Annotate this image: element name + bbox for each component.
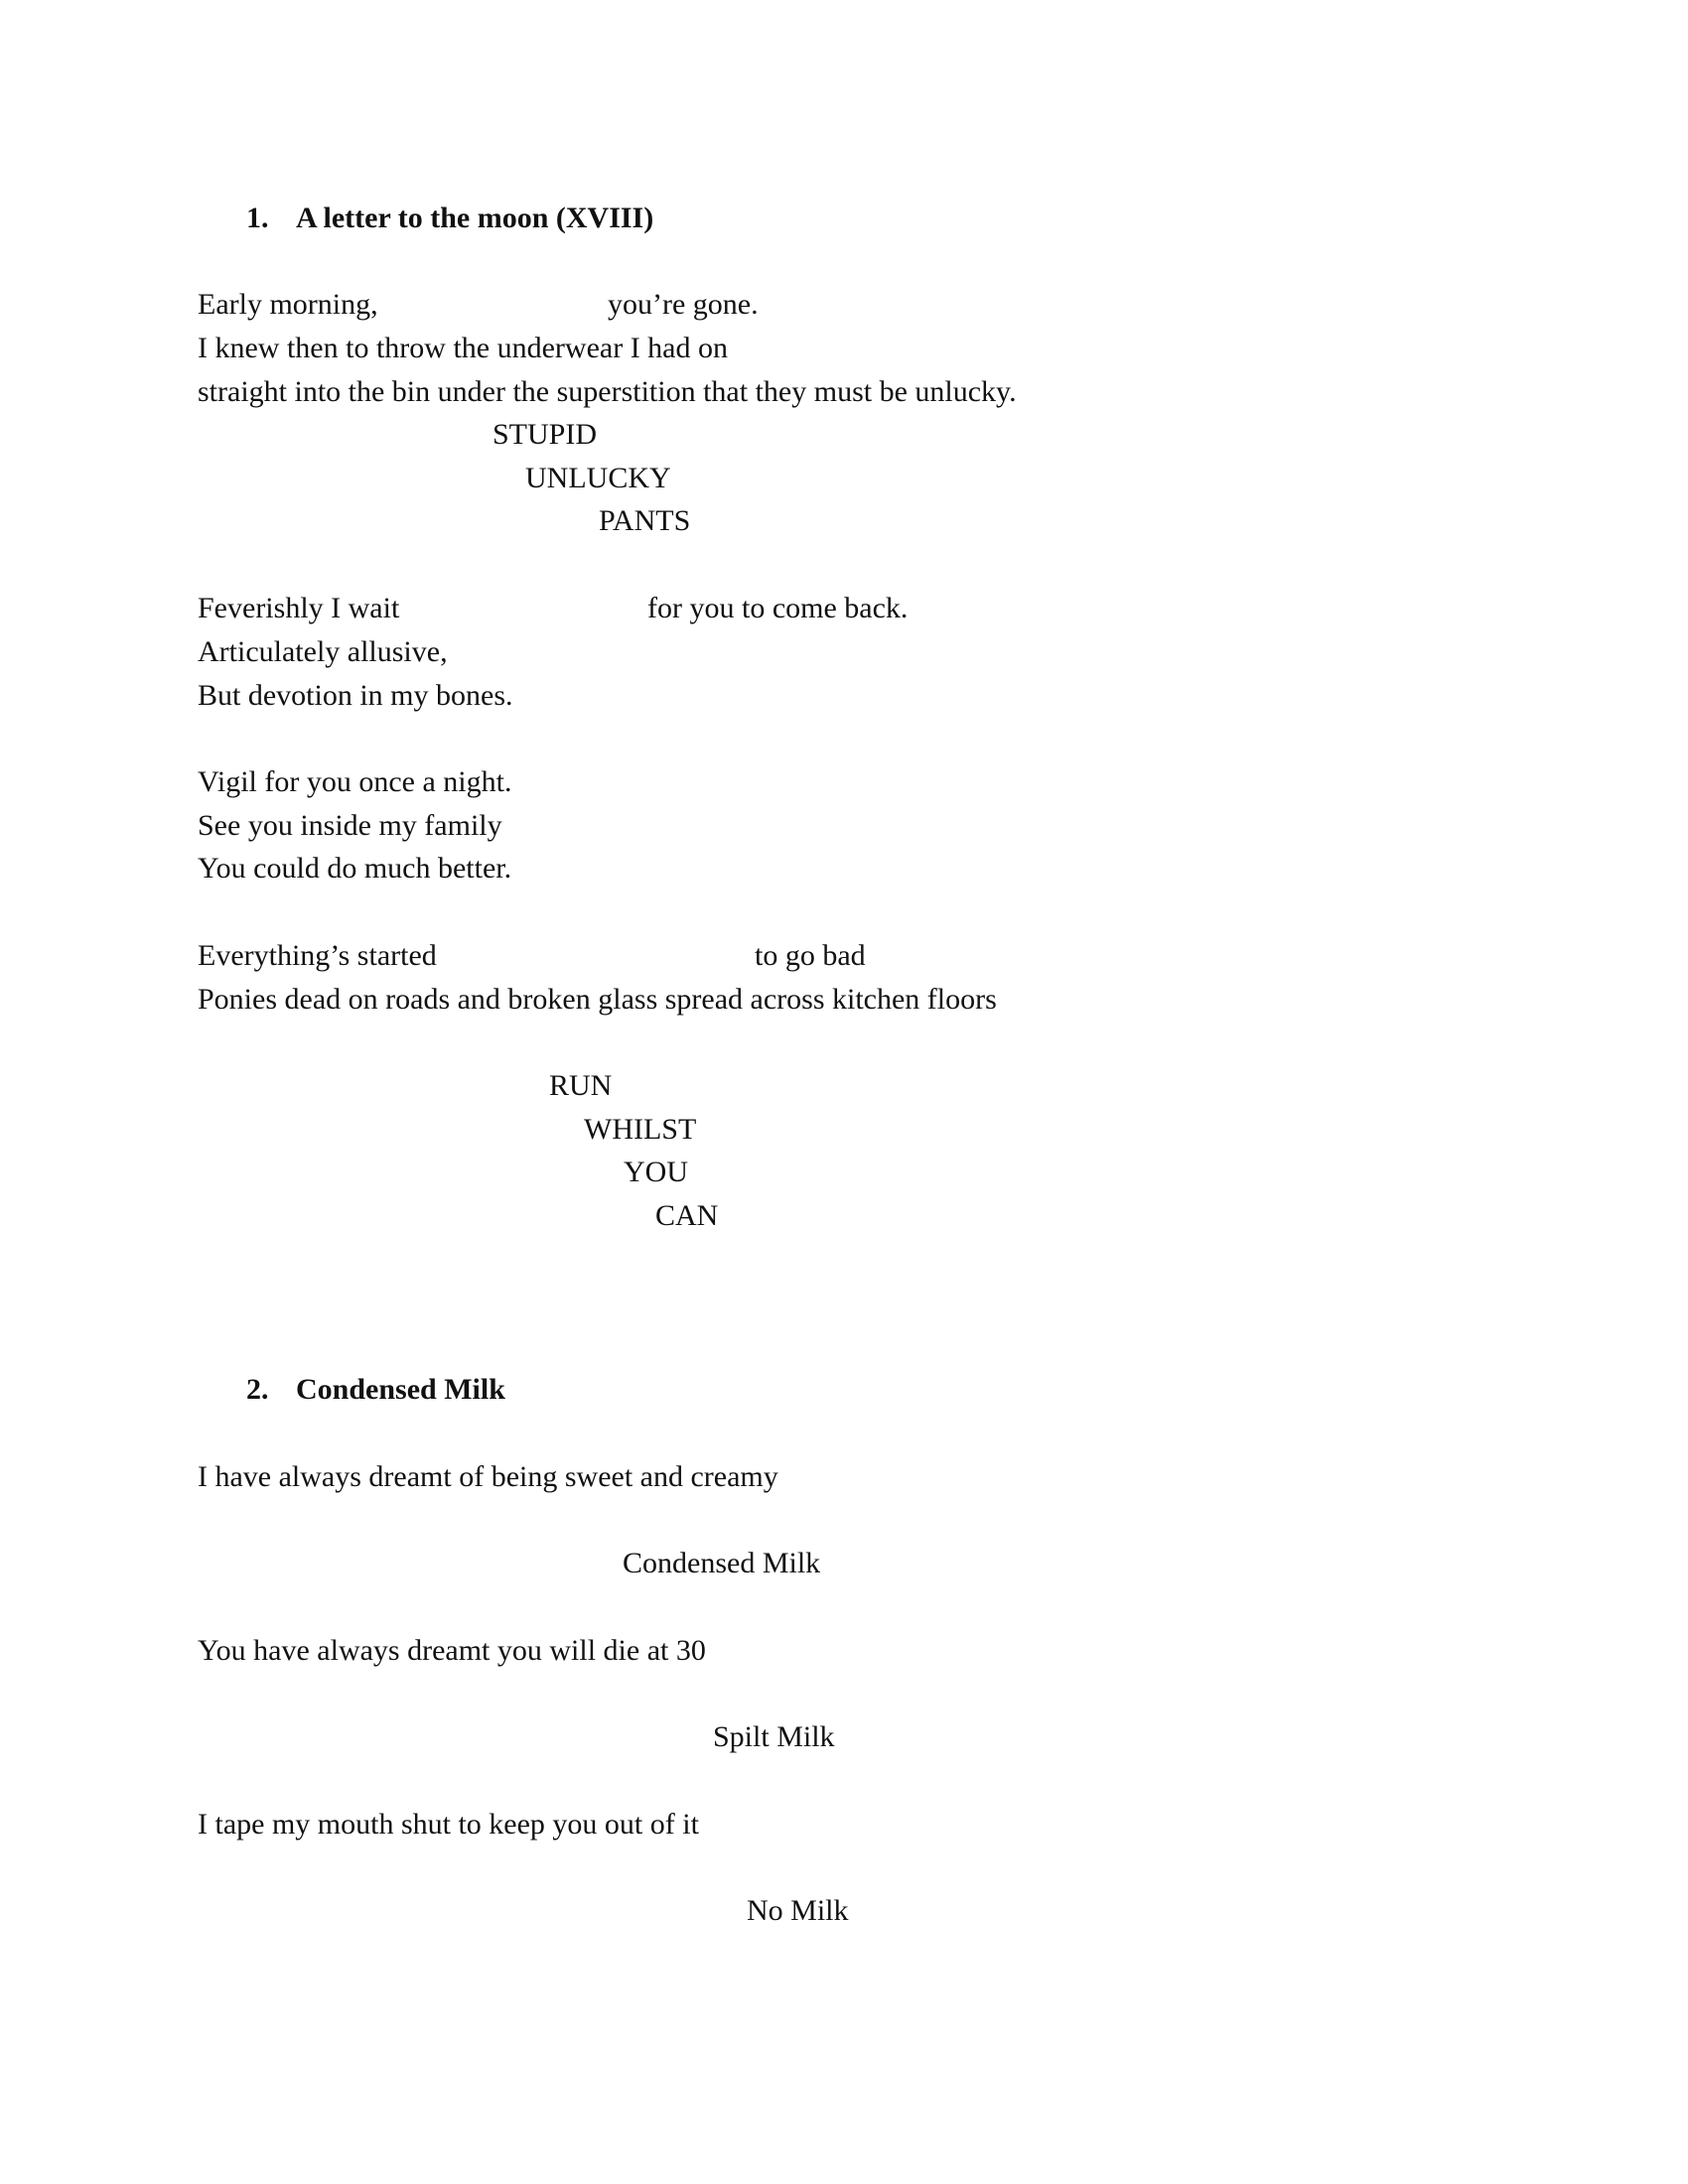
poem1-word-pants: PANTS: [599, 504, 691, 537]
poem1-line-4b: for you to come back.: [647, 592, 909, 624]
poem1-line-1b: you’re gone.: [608, 288, 759, 321]
poem1-word-you: YOU: [624, 1156, 688, 1188]
poem1-line-2: I knew then to throw the underwear I had on: [198, 332, 728, 364]
poem1-line-4a: Feverishly I wait: [198, 592, 400, 624]
poem2-heading: [246, 1373, 505, 1407]
poem1-heading: [246, 202, 653, 235]
poem1-word-unlucky: UNLUCKY: [525, 462, 671, 494]
poem2-refrain-1: Condensed Milk: [623, 1547, 821, 1579]
poem2-title: Condensed Milk: [296, 1373, 505, 1406]
poem2-number: 2.: [246, 1373, 269, 1406]
poem1-line-7: Vigil for you once a night.: [198, 765, 512, 798]
poem2-line-2: You have always dreamt you will die at 30: [198, 1634, 706, 1667]
poem1-title: A letter to the moon (XVIII): [296, 202, 654, 234]
poem1-word-can: CAN: [655, 1199, 719, 1232]
poem2-line-1: I have always dreamt of being sweet and creamy: [198, 1460, 778, 1493]
poem1-line-8: See you inside my family: [198, 809, 502, 842]
poem1-word-run: RUN: [549, 1069, 613, 1102]
poem1-line-5: Articulately allusive,: [198, 635, 448, 668]
poem1-word-whilst: WHILST: [584, 1113, 697, 1146]
poem1-line-6: But devotion in my bones.: [198, 679, 513, 712]
poem1-line-9: You could do much better.: [198, 852, 512, 885]
poem1-line-10a: Everything’s started: [198, 939, 437, 972]
poem1-word-stupid: STUPID: [492, 418, 598, 451]
poem1-line-11: Ponies dead on roads and broken glass spread across kitchen floors: [198, 983, 997, 1016]
poem1-line-3: straight into the bin under the superstition that they must be unlucky.: [198, 375, 1017, 408]
poem1-line-10b: to go bad: [755, 939, 866, 972]
poem2-refrain-2: Spilt Milk: [713, 1720, 835, 1753]
poem2-line-3: I tape my mouth shut to keep you out of it: [198, 1808, 699, 1841]
poem1-line-1a: Early morning,: [198, 288, 378, 321]
poem2-refrain-3: No Milk: [747, 1894, 849, 1927]
poem1-number: 1.: [246, 202, 269, 234]
